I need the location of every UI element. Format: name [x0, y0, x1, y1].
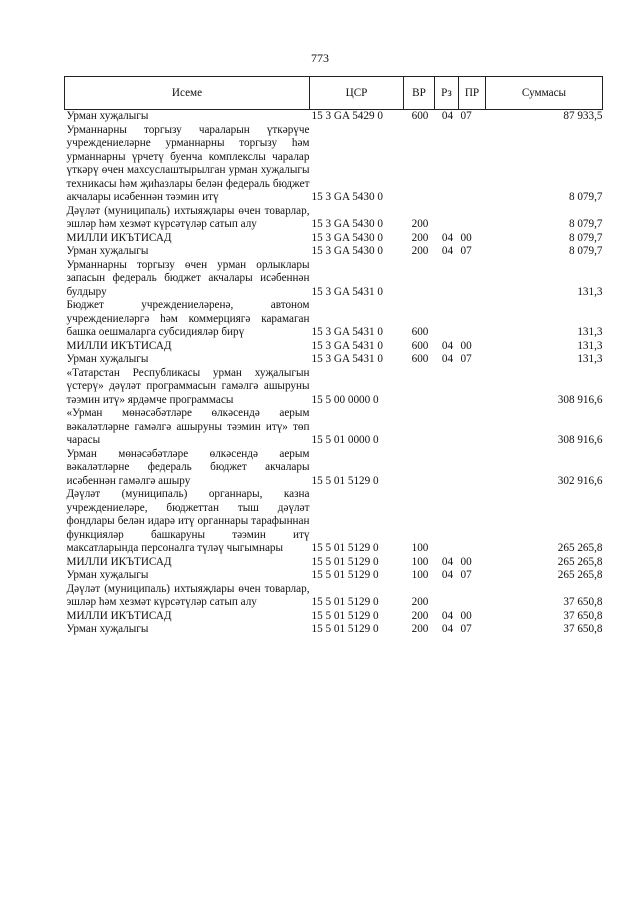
row-vr: 600	[404, 110, 435, 124]
row-rz: 04	[441, 245, 454, 257]
row-pr: 07	[460, 623, 472, 635]
row-name: МИЛЛИ ИКЪТИСАД	[66, 339, 172, 352]
row-vr	[404, 259, 435, 300]
header-rz: Рз	[435, 77, 459, 110]
row-sum: 265 265,8	[557, 555, 603, 568]
row-csr: 15 5 01 5129 0	[311, 609, 379, 622]
row-rz	[435, 299, 459, 340]
row-sum: 131,3	[577, 339, 603, 352]
row-sum: 8 079,7	[568, 245, 603, 257]
row-name: МИЛЛИ ИКЪТИСАД	[66, 609, 172, 622]
row-vr: 200	[411, 623, 429, 635]
row-name: Урман хуҗалыгы	[66, 623, 149, 635]
row-pr: 07	[460, 569, 472, 581]
table-row	[65, 448, 603, 489]
row-csr: 15 3 GA 5431 0	[311, 285, 383, 298]
row-rz: 04	[441, 569, 454, 581]
row-rz	[435, 407, 459, 448]
row-name: Дәүләт (муниципаль) ихтыяҗлары өчен товарлар, эшләр һәм хезмәт күрсәтүләр сатып алу	[66, 204, 310, 230]
row-sum: 131,3	[577, 285, 603, 298]
row-name: Дәүләт (муниципаль) ихтыяҗлары өчен товарлар, эшләр һәм хезмәт күрсәтүләр сатып алу	[66, 582, 310, 608]
row-rz: 04	[435, 110, 459, 124]
row-rz	[435, 583, 459, 610]
row-pr: 00	[460, 339, 472, 352]
row-pr	[459, 299, 486, 340]
row-rz	[435, 205, 459, 232]
row-sum: 308 916,6	[557, 393, 603, 406]
row-rz: 04	[441, 609, 454, 622]
table-row	[65, 367, 603, 408]
row-csr: 15 3 GA 5430 0	[311, 231, 383, 244]
row-name: Дәүләт (муниципаль) органнары, казна учреждениеләре, бюджеттан тыш дәүләт фондлары белән идарә итү органнары тарафыннан функцияләр башкаруны тәэмин итү максатларында персоналга түләү чыгымнары	[66, 488, 310, 554]
table-row	[65, 610, 603, 624]
row-rz: 04	[441, 353, 454, 365]
header-vr: ВР	[404, 77, 435, 110]
row-vr: 200	[411, 609, 429, 622]
row-sum: 131,3	[577, 353, 603, 365]
row-csr: 15 3 GA 5431 0	[311, 326, 383, 338]
row-csr: 15 5 01 5129 0	[311, 542, 379, 554]
row-sum: 37 650,8	[563, 609, 603, 622]
row-sum: 87 933,5	[486, 110, 603, 124]
table-row	[65, 353, 603, 367]
row-vr	[404, 124, 435, 205]
row-vr	[404, 407, 435, 448]
row-csr: 15 5 01 5129 0	[311, 623, 379, 635]
row-name: «Татарстан Республикасы урман хуҗалыгын үстерү» дәүләт программасын гамәлгә ашыруны тәэмин итү» ярдәмче программасы	[66, 366, 310, 406]
table-row	[65, 407, 603, 448]
row-rz: 04	[441, 231, 454, 244]
table-row	[65, 488, 603, 556]
table-row	[65, 583, 603, 610]
row-sum: 131,3	[577, 326, 603, 338]
row-vr: 600	[411, 353, 429, 365]
row-pr	[459, 205, 486, 232]
row-rz	[435, 367, 459, 408]
row-csr: 15 5 01 5129 0	[311, 555, 379, 568]
row-pr: 00	[460, 231, 472, 244]
table-row	[65, 556, 603, 570]
row-pr: 07	[459, 110, 486, 124]
row-vr: 200	[411, 231, 429, 244]
row-vr: 100	[411, 542, 429, 554]
row-csr: 15 5 00 0000 0	[311, 393, 379, 406]
table-row	[65, 299, 603, 340]
header-csr: ЦСР	[310, 77, 404, 110]
row-rz: 04	[441, 555, 454, 568]
table-body	[65, 110, 603, 637]
row-csr: 15 5 01 5129 0	[311, 474, 379, 487]
row-name: Урманнарны торгызу чараларын үткәрүче учреждениеләрне урманнарны торгызу һәм урманнарны үрчетү буенча комплекслы чаралар үткәрү өчен махсуслаштырылган урман хуҗалыгы техникасы һәм җиһазлары белән федераль бюджет акчалары исәбеннән тәэмин итү	[66, 123, 310, 203]
row-rz	[435, 488, 459, 556]
row-name: Урман хуҗалыгы	[66, 569, 149, 581]
row-vr: 600	[411, 326, 429, 338]
row-sum: 302 916,6	[557, 474, 603, 487]
row-name: Урман хуҗалыгы	[66, 245, 149, 257]
page-number: 773	[311, 51, 329, 65]
table-row	[65, 205, 603, 232]
row-sum: 265 265,8	[557, 569, 603, 581]
table-row	[65, 110, 603, 124]
table-row	[65, 340, 603, 354]
row-csr: 15 3 GA 5431 0	[311, 353, 383, 365]
row-csr: 15 3 GA 5431 0	[311, 339, 383, 352]
table-row	[65, 245, 603, 259]
row-vr: 100	[411, 555, 429, 568]
table-row	[65, 232, 603, 246]
row-vr: 200	[411, 596, 429, 608]
row-name: Урман мөнәсәбәтләре өлкәсендә аерым вәкаләтләрне федераль бюджет акчалары исәбеннән гамәлгә ашыру	[66, 447, 310, 487]
row-rz	[435, 259, 459, 300]
row-pr	[459, 259, 486, 300]
row-pr	[459, 124, 486, 205]
row-vr: 100	[411, 569, 429, 581]
row-name: Урманнарны торгызу өчен урман орлыклары запасын федераль бюджет акчалары исәбеннән булдыру	[66, 258, 310, 298]
row-sum: 37 650,8	[563, 623, 603, 635]
row-name: «Урман мөнәсәбәтләре өлкәсендә аерым вәкаләтләрне гамәлгә ашыруны тәэмин итү» төп чарасы	[66, 407, 310, 446]
row-sum: 37 650,8	[563, 596, 603, 608]
row-pr	[459, 448, 486, 489]
row-sum: 8 079,7	[568, 191, 603, 203]
row-rz: 04	[441, 339, 454, 352]
row-pr: 00	[460, 555, 472, 568]
row-csr: 15 3 GA 5429 0	[310, 110, 404, 124]
row-sum: 265 265,8	[557, 542, 603, 554]
row-rz	[435, 124, 459, 205]
row-name: МИЛЛИ ИКЪТИСАД	[66, 231, 172, 244]
row-sum: 8 079,7	[568, 218, 603, 230]
row-pr: 07	[460, 245, 472, 257]
row-csr: 15 5 01 5129 0	[311, 569, 379, 581]
row-rz	[435, 448, 459, 489]
row-name: Урман хуҗалыгы	[65, 110, 310, 124]
row-pr: 00	[460, 609, 472, 622]
row-rz: 04	[441, 623, 454, 635]
row-name: МИЛЛИ ИКЪТИСАД	[66, 555, 172, 568]
row-csr: 15 5 01 0000 0	[311, 434, 379, 446]
row-vr	[404, 448, 435, 489]
row-vr	[404, 367, 435, 408]
row-pr: 07	[460, 353, 472, 365]
header-sum: Суммасы	[486, 77, 603, 110]
row-pr	[459, 367, 486, 408]
row-vr: 600	[411, 339, 429, 352]
budget-table	[64, 76, 603, 637]
row-pr	[459, 583, 486, 610]
table-header	[65, 77, 603, 110]
row-csr: 15 3 GA 5430 0	[311, 191, 383, 203]
row-vr: 200	[411, 245, 429, 257]
row-csr: 15 5 01 5129 0	[311, 596, 379, 608]
row-name: Урман хуҗалыгы	[66, 353, 149, 365]
row-pr	[459, 407, 486, 448]
table-row	[65, 623, 603, 637]
table-row	[65, 124, 603, 205]
header-name: Исеме	[65, 77, 310, 110]
row-pr	[459, 488, 486, 556]
row-sum: 8 079,7	[568, 231, 603, 244]
header-pr: ПР	[459, 77, 486, 110]
row-vr: 200	[411, 218, 429, 230]
table-row	[65, 569, 603, 583]
row-csr: 15 3 GA 5430 0	[311, 218, 383, 230]
row-name: Бюджет учреждениеләренә, автоном учреждениеләргә һәм коммерциягә карамаган башка оешмаларга субсидияләр бирү	[66, 299, 310, 338]
table-row	[65, 259, 603, 300]
row-csr: 15 3 GA 5430 0	[311, 245, 383, 257]
row-sum: 308 916,6	[557, 434, 603, 446]
